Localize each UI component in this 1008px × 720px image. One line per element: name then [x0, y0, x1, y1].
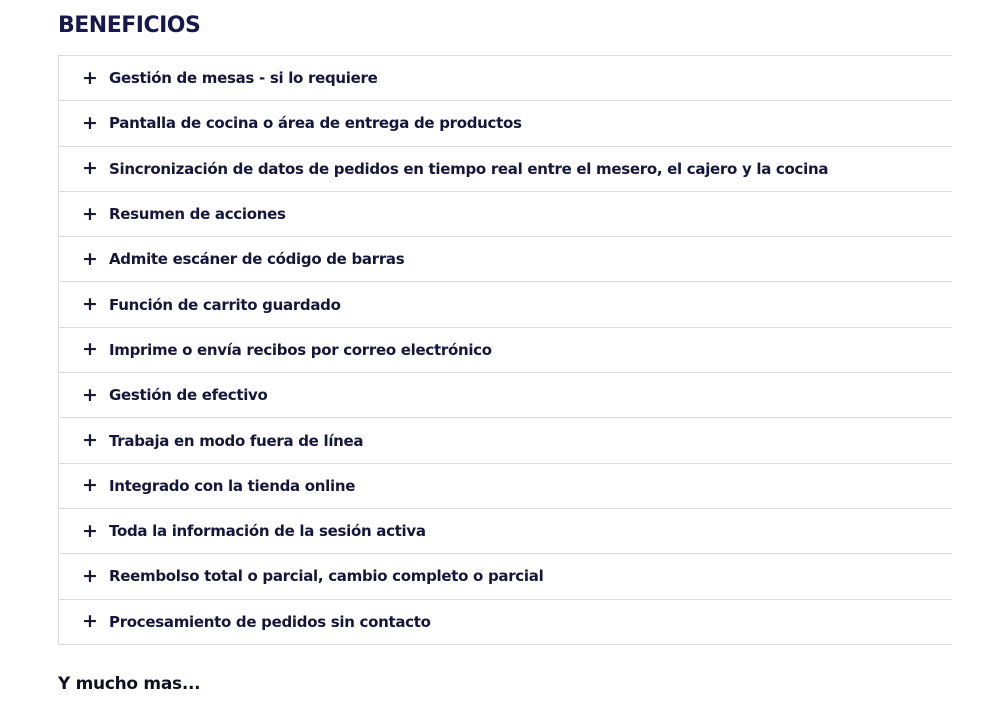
accordion-item-label: Pantalla de cocina o área de entrega de productos	[109, 114, 522, 133]
accordion-item[interactable]	[59, 282, 952, 327]
accordion-item-label: Función de carrito guardado	[109, 295, 341, 314]
plus-icon[interactable]: +	[82, 519, 98, 542]
accordion-item-label: Toda la información de la sesión activa	[109, 522, 426, 541]
plus-icon[interactable]: +	[82, 66, 98, 89]
accordion-item[interactable]	[59, 554, 952, 599]
plus-icon[interactable]: +	[82, 429, 98, 452]
accordion-item[interactable]	[59, 600, 952, 645]
section-title: BENEFICIOS	[58, 13, 201, 38]
plus-icon[interactable]: +	[82, 111, 98, 134]
accordion-item[interactable]	[59, 237, 952, 282]
plus-icon[interactable]: +	[82, 564, 98, 587]
plus-icon[interactable]: +	[82, 202, 98, 225]
accordion-item-label: Sincronización de datos de pedidos en tiempo real entre el mesero, el cajero y la cocina	[109, 159, 829, 178]
plus-icon[interactable]: +	[82, 474, 98, 497]
accordion-item-label: Resumen de acciones	[109, 205, 286, 224]
accordion-item-label: Trabaja en modo fuera de línea	[109, 431, 364, 450]
accordion-item-label: Admite escáner de código de barras	[109, 250, 405, 269]
benefits-accordion	[58, 55, 952, 645]
plus-icon[interactable]: +	[82, 610, 98, 633]
accordion-item[interactable]	[59, 147, 952, 192]
accordion-item[interactable]	[59, 418, 952, 463]
plus-icon[interactable]: +	[82, 157, 98, 180]
accordion-item-label: Reembolso total o parcial, cambio completo o parcial	[109, 567, 544, 586]
accordion-item-label: Gestión de efectivo	[109, 386, 268, 405]
accordion-item-label: Imprime o envía recibos por correo electrónico	[109, 340, 492, 359]
accordion-item[interactable]	[59, 56, 952, 101]
plus-icon[interactable]: +	[82, 338, 98, 361]
accordion-item-label: Procesamiento de pedidos sin contacto	[109, 612, 431, 631]
accordion-item[interactable]	[59, 328, 952, 373]
plus-icon[interactable]: +	[82, 247, 98, 270]
accordion-item[interactable]	[59, 509, 952, 554]
accordion-item[interactable]	[59, 192, 952, 237]
accordion-item[interactable]	[59, 464, 952, 509]
plus-icon[interactable]: +	[82, 383, 98, 406]
accordion-item-label: Gestión de mesas - si lo requiere	[109, 69, 378, 88]
accordion-item[interactable]	[59, 101, 952, 146]
plus-icon[interactable]: +	[82, 293, 98, 316]
more-note: Y mucho mas...	[58, 674, 201, 694]
accordion-item-label: Integrado con la tienda online	[109, 476, 356, 495]
accordion-item[interactable]	[59, 373, 952, 418]
